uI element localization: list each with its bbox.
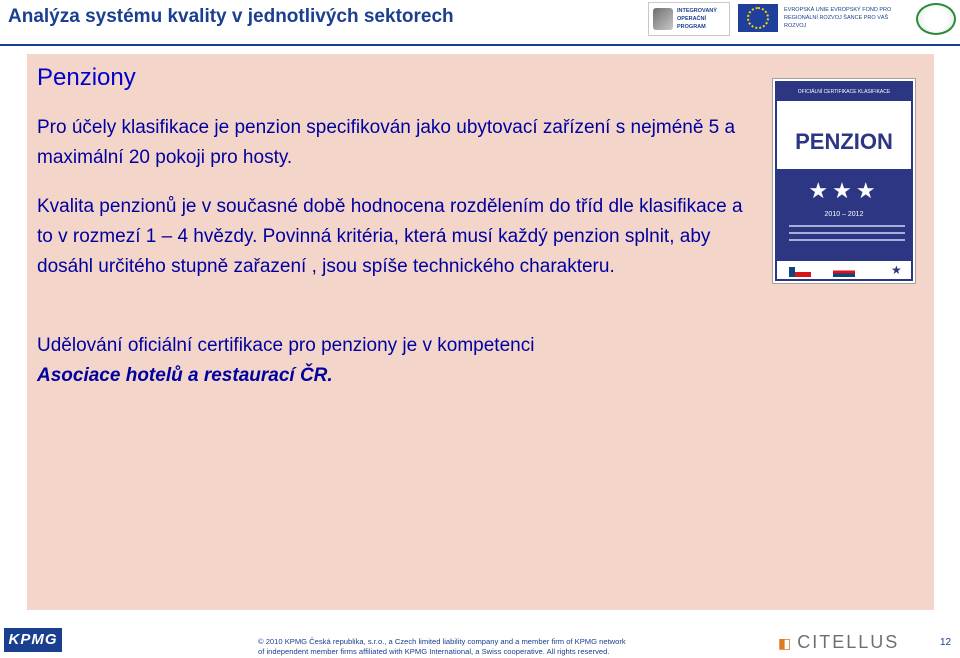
plaque-years: 2010 – 2012 — [824, 211, 864, 218]
paragraph-certification — [37, 331, 757, 391]
eu-flag-icon — [738, 4, 778, 32]
plaque-title: PENZION — [795, 129, 893, 154]
plaque-blue-panel — [777, 169, 911, 261]
slide-header-title: Analýza systému kvality v jednotlivých sektorech — [8, 6, 454, 27]
penzion-certificate-plaque — [772, 78, 916, 284]
eu-logo-text: EVROPSKÁ UNIE EVROPSKÝ FOND PRO REGIONÁLNÍ ROZVOJ ŠANCE PRO VÁŠ ROZVOJ — [784, 7, 892, 29]
eu-stars-icon — [747, 7, 769, 29]
iop-logo-text: INTEGROVANÝ OPERAČNÍ PROGRAM — [677, 8, 717, 30]
kpmg-logo: KPMG — [4, 628, 62, 652]
plaque-stars-icon: ★★★ — [808, 179, 880, 204]
header-divider — [0, 44, 960, 46]
iop-logo — [648, 2, 730, 36]
plaque-flags — [787, 265, 907, 279]
certification-text: Udělování oficiální certifikace pro penziony je v kompetenci — [37, 335, 535, 356]
flag-icon — [833, 267, 855, 277]
citellus-mark-icon: ◧ — [778, 635, 794, 651]
legal-line-1: © 2010 KPMG Česká republika, s.r.o., a Czech limited liability company and a member firm of KPMG network — [258, 637, 626, 646]
partner-logos — [648, 2, 958, 38]
plaque-fine-print — [789, 225, 905, 246]
footer-legal-notice — [258, 637, 678, 657]
citellus-wordmark: CITELLUS — [797, 632, 900, 652]
association-name: Asociace hotelů a restaurací ČR. — [37, 365, 333, 386]
section-title: Penziony — [37, 64, 136, 91]
star-icon: ★ — [891, 263, 902, 277]
legal-line-2: of independent member firms affiliated with KPMG International, a Swiss cooperative. All rights reserved. — [258, 647, 610, 656]
flag-icon — [789, 267, 811, 277]
paragraph-quality: Kvalita penzionů je v současné době hodnocena rozdělením do tříd dle klasifikace a to v rozmezí 1 – 4 hvězdy. Povinná kritéria, která musí každý penzion splnit, aby dosáhl určitého stupně zařazení , jsou spíše technického charakteru. — [37, 196, 743, 277]
page-number: 12 — [940, 637, 952, 648]
gear-icon — [653, 8, 673, 30]
citellus-logo — [778, 632, 899, 653]
paragraph-definition: Pro účely klasifikace je penzion specifikován jako ubytovací zařízení s nejméně 5 a maximální 20 pokoji pro hosty. — [37, 117, 736, 168]
round-seal-logo — [916, 3, 956, 35]
plaque-header-text: OFICIÁLNÍ CERTIFIKACE KLASIFIKACE — [777, 83, 911, 101]
